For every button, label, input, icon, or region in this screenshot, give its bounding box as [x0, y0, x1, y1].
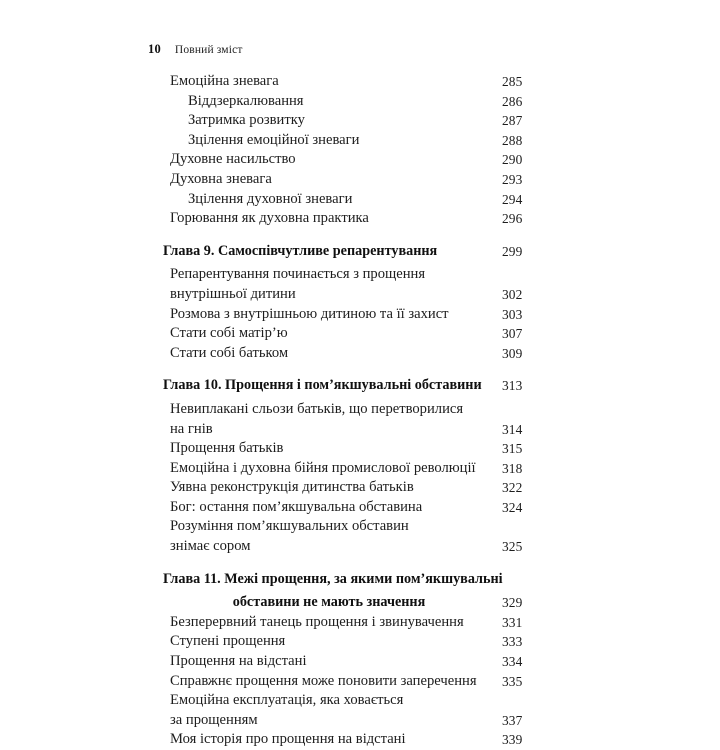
page-folio-number: 10: [148, 42, 161, 56]
toc-entry-continuation[interactable]: [0, 285, 720, 305]
toc-entry-page-number: 339: [502, 732, 523, 748]
toc-entry-page-number: 293: [502, 171, 523, 187]
toc-entry-continuation[interactable]: [0, 711, 720, 731]
toc-entry-page-number: 337: [502, 712, 523, 728]
toc-entry-page-number: 322: [502, 480, 523, 496]
toc-subentry[interactable]: [0, 131, 720, 151]
toc-entry-page-number: 296: [502, 211, 523, 227]
toc-entry[interactable]: [0, 400, 720, 420]
toc-entry[interactable]: [0, 613, 720, 633]
toc-entry-label: Глава 9. Самоспівчутливе репарентування: [163, 242, 438, 259]
toc-entry-label: Стати собі матір’ю: [170, 325, 288, 342]
toc-entry-page-number: 334: [502, 654, 523, 670]
toc-entry-page-number: 307: [502, 326, 523, 342]
toc-entry[interactable]: [0, 672, 720, 692]
toc-entry-label: Ступені прощення: [170, 633, 286, 650]
toc-entry-page-number: 318: [502, 460, 523, 476]
toc-entry-page-number: 288: [502, 132, 523, 148]
toc-entry-label: Глава 11. Межі прощення, за якими пом’якшувальні: [163, 570, 503, 587]
toc-entry[interactable]: [0, 209, 720, 229]
toc-entry-label: Духовне насильство: [170, 151, 296, 168]
toc-entry-label: Репарентування починається з прощення: [170, 266, 426, 283]
toc-entry-label: Емоційна і духовна бійня промислової революції: [170, 459, 476, 476]
toc-entry-label: обставини не мають значення: [232, 594, 426, 611]
toc-entry-label: Зцілення емоційної зневаги: [188, 131, 360, 148]
toc-entry-page-number: 335: [502, 673, 523, 689]
toc-entry-page-number: 286: [502, 93, 523, 109]
toc-entry-page-number: 331: [502, 614, 523, 630]
toc-entry-page-number: 294: [502, 191, 523, 207]
toc-subentry[interactable]: [0, 92, 720, 112]
toc-entry[interactable]: [0, 691, 720, 711]
toc-entry[interactable]: [0, 344, 720, 364]
toc-entry-page-number: 333: [502, 634, 523, 650]
toc-entry-label: Невиплакані сльози батьків, що перетворилися: [170, 400, 464, 417]
toc-entry-label: Бог: остання пом’якшувальна обставина: [170, 498, 423, 515]
toc-entry-label: Горювання як духовна практика: [170, 210, 369, 227]
toc-entry-page-number: 314: [502, 421, 523, 437]
toc-entry[interactable]: [0, 170, 720, 190]
toc-entry-label: на гнів: [170, 420, 213, 437]
toc-entry[interactable]: [0, 439, 720, 459]
running-head-title: Повний зміст: [174, 44, 243, 56]
toc-entry[interactable]: [0, 498, 720, 518]
toc-entry-page-number: 325: [502, 539, 523, 555]
toc-entry-page-number: 315: [502, 441, 523, 457]
toc-entry[interactable]: [0, 478, 720, 498]
toc-entry-page-number: 285: [502, 74, 523, 89]
toc-entry[interactable]: [0, 652, 720, 672]
table-of-contents: [0, 72, 720, 750]
toc-entry-page-number: 302: [502, 286, 523, 302]
toc-entry[interactable]: [0, 72, 720, 92]
toc-entry-label: Зцілення духовної зневаги: [188, 190, 353, 207]
toc-entry-label: Глава 10. Прощення і пом’якшувальні обставини: [163, 377, 482, 394]
toc-entry-label: Безперервний танець прощення і звинувачення: [170, 613, 464, 630]
toc-entry[interactable]: [0, 150, 720, 170]
toc-entry[interactable]: [0, 632, 720, 652]
toc-entry[interactable]: [0, 517, 720, 537]
toc-entry-label: Духовна зневага: [170, 170, 272, 187]
toc-chapter-heading-continuation[interactable]: [0, 593, 720, 613]
toc-entry-label: Розмова з внутрішньою дитиною та її захист: [170, 305, 449, 322]
toc-entry-label: Моя історія про прощення на відстані: [170, 731, 406, 748]
toc-entry-page-number: 313: [502, 378, 523, 394]
toc-entry[interactable]: [0, 730, 720, 750]
toc-entry-page-number: 287: [502, 113, 523, 129]
toc-entry-page-number: 290: [502, 152, 523, 168]
toc-entry-label: Затримка розвитку: [188, 112, 305, 129]
toc-entry-label: Уявна реконструкція дитинства батьків: [170, 479, 414, 496]
toc-entry-label: Справжнє прощення може поновити заперечення: [170, 672, 477, 689]
toc-entry[interactable]: [0, 305, 720, 325]
toc-entry-label: за прощенням: [170, 711, 258, 728]
toc-entry-label: Стати собі батьком: [170, 344, 289, 361]
toc-entry-page-number: 324: [502, 499, 523, 515]
toc-entry[interactable]: [0, 265, 720, 285]
toc-entry-label: внутрішньої дитини: [170, 285, 296, 302]
toc-entry-continuation[interactable]: [0, 420, 720, 440]
toc-entry-label: Розуміння пом’якшувальних обставин: [170, 518, 409, 535]
toc-entry-page-number: 329: [502, 595, 523, 611]
toc-entry[interactable]: [0, 459, 720, 479]
toc-entry-label: Прощення на відстані: [170, 653, 307, 670]
toc-entry-label: Емоційна зневага: [170, 73, 279, 89]
toc-subentry[interactable]: [0, 111, 720, 131]
toc-entry-label: Віддзеркалювання: [188, 92, 304, 109]
toc-chapter-heading[interactable]: [0, 376, 720, 396]
toc-entry-continuation[interactable]: [0, 537, 720, 557]
toc-entry-label: Прощення батьків: [170, 440, 284, 457]
toc-entry-label: Емоційна експлуатація, яка ховається: [170, 692, 404, 709]
toc-entry-page-number: 309: [502, 345, 523, 361]
toc-entry-page-number: 299: [502, 243, 523, 259]
toc-chapter-heading[interactable]: [0, 570, 720, 590]
toc-subentry[interactable]: [0, 190, 720, 210]
toc-entry[interactable]: [0, 324, 720, 344]
toc-entry-label: знімає сором: [170, 538, 251, 555]
toc-chapter-heading[interactable]: [0, 242, 720, 262]
toc-entry-page-number: 303: [502, 306, 523, 322]
running-head: [148, 42, 243, 57]
